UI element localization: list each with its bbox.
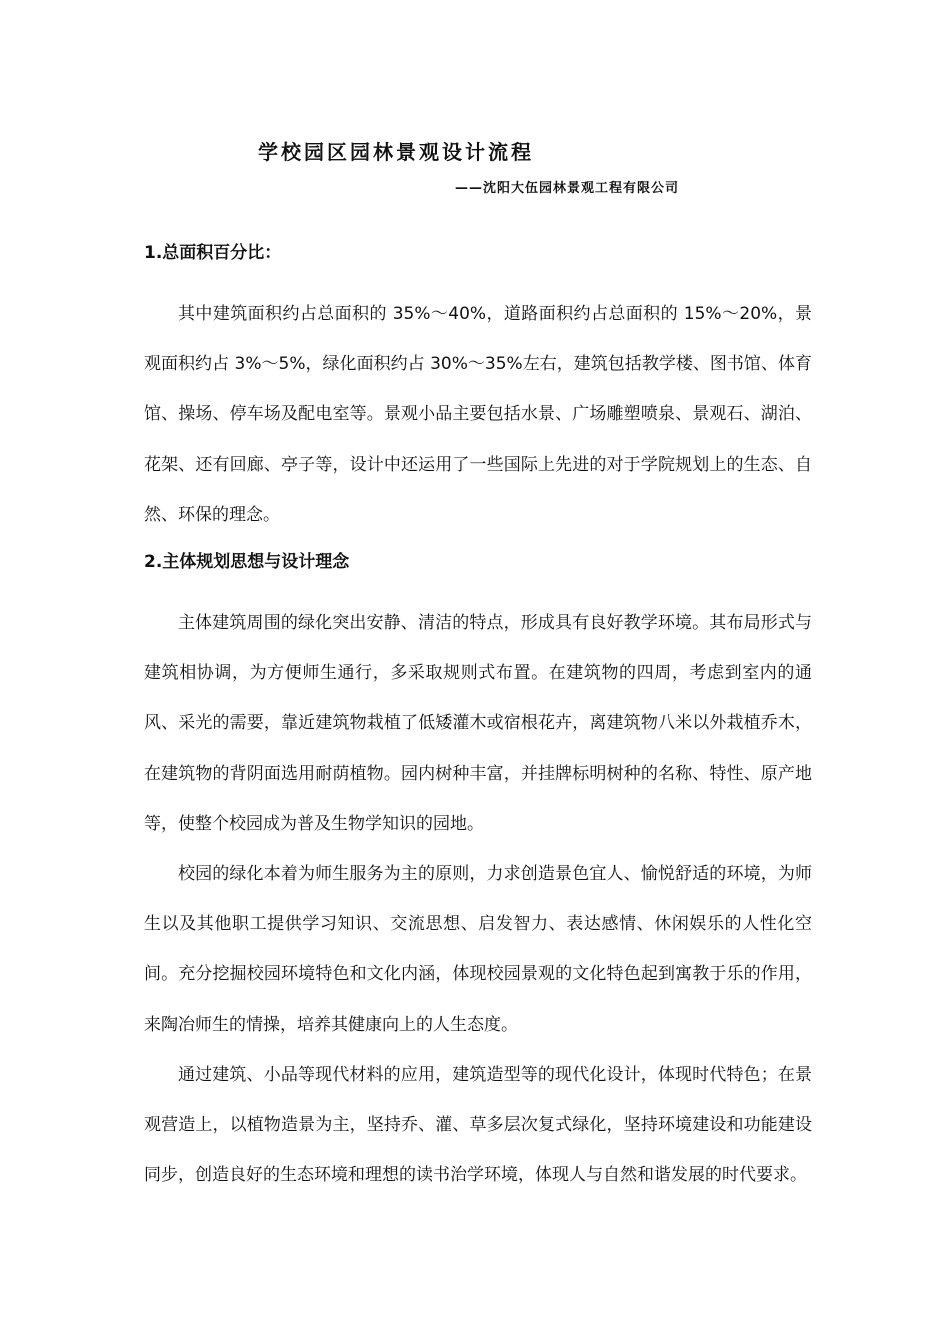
paragraph: 通过建筑、小品等现代材料的应用，建筑造型等的现代化设计，体现时代特色；在景观营造上，以植物造景为主，坚持乔、灌、草多层次复式绿化，坚持环境建设和功能建设同步，创造良好的生态环境和理想的读书治学环境，体现人与自然和谐发展的时代要求。 bbox=[144, 1064, 812, 1186]
page-title: 学校园区园林景观设计流程 bbox=[258, 140, 534, 164]
section-heading: 2.主体规划思想与设计理念 bbox=[144, 552, 350, 573]
paragraph: 其中建筑面积约占总面积的 35%～40%，道路面积约占总面积的 15%～20%，景观面积约占 3%～5%，绿化面积约占 30%～35%左右，建筑包括教学楼、图书馆、体育馆、操场、停车场及配电室等。景观小品主要包括水景、广场雕塑喷泉、景观石、湖泊、花架、还有回廊、亭子等，设计中还运用了一些国际上先进的对于学院规划上的生态、自然、环保的理念。 bbox=[144, 304, 812, 525]
paragraph: 校园的绿化本着为师生服务为主的原则，力求创造景色宜人、愉悦舒适的环境，为师生以及其他职工提供学习知识、交流思想、启发智力、表达感情、休闲娱乐的人性化空间。充分挖掘校园环境特色和文化内涵，体现校园景观的文化特色起到寓教于乐的作用，来陶冶师生的情操，培养其健康向上的人生态度。 bbox=[144, 864, 812, 1035]
page-subtitle: ——沈阳大伍园林景观工程有限公司 bbox=[455, 181, 680, 196]
document-body bbox=[144, 237, 812, 1200]
section-1 bbox=[144, 237, 812, 540]
section-heading: 1.总面积百分比： bbox=[144, 243, 282, 263]
paragraph: 主体建筑周围的绿化突出安静、清洁的特点，形成具有良好教学环境。其布局形式与建筑相协调，为方便师生通行，多采取规则式布置。在建筑物的四周，考虑到室内的通风、采光的需要，靠近建筑物栽植了低矮灌木或宿根花卉，离建筑物八米以外栽植乔木，在建筑物的背阴面选用耐荫植物。园内树种丰富，并挂牌标明树种的名称、特性、原产地等，使整个校园成为普及生物学知识的园地。 bbox=[144, 613, 812, 834]
section-2 bbox=[144, 546, 812, 1200]
